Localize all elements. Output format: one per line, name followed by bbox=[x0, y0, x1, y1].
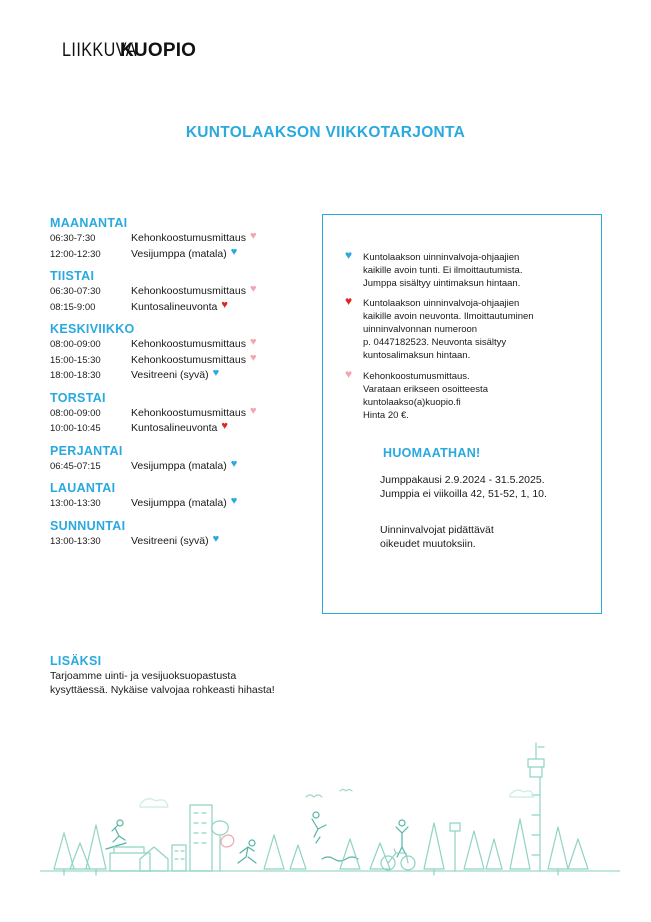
time-slot: 06:30-7:30 bbox=[50, 233, 96, 244]
info-box bbox=[322, 214, 602, 614]
schedule-row bbox=[50, 231, 310, 247]
runner-icon bbox=[238, 847, 256, 863]
pink-heart-icon: ♥ bbox=[249, 230, 257, 242]
activity-name: Kuntosalineuvonta bbox=[131, 300, 218, 313]
legend-line: Kehonkoostumusmittaus. bbox=[363, 371, 470, 382]
day-block bbox=[50, 321, 310, 384]
legend-line: kaikille avoin neuvonta. Ilmoittautuminen bbox=[363, 311, 534, 322]
activity-name: Kehonkoostumusmittaus bbox=[131, 353, 246, 366]
blue-heart-icon: ♥ bbox=[230, 245, 238, 258]
day-block bbox=[50, 390, 310, 437]
heart-tree-icon bbox=[221, 835, 234, 847]
schedule-row bbox=[50, 421, 310, 437]
legend-line: Kuntolaakson uinninvalvoja-ohjaajien bbox=[363, 298, 520, 309]
time-slot: 15:00-15:30 bbox=[50, 354, 101, 366]
skier-icon bbox=[106, 825, 126, 849]
legend-line: Varataan erikseen osoitteesta bbox=[363, 384, 488, 395]
pink-heart-icon: ♥ bbox=[249, 351, 257, 364]
blue-heart-icon: ♥ bbox=[230, 457, 238, 470]
schedule-row bbox=[50, 337, 310, 353]
legend-blue bbox=[345, 248, 593, 290]
tree-icon bbox=[548, 827, 568, 875]
activity-name: Vesitreeni (syvä) bbox=[131, 369, 209, 381]
tower-building-icon bbox=[190, 805, 212, 871]
activity-name: Kehonkoostumusmittaus bbox=[131, 338, 246, 350]
swimmer-icon bbox=[322, 857, 358, 861]
day-block bbox=[50, 480, 310, 512]
blue-heart-icon: ♥ bbox=[230, 495, 238, 507]
day-block bbox=[50, 518, 310, 550]
legend-line: kuntolaakso(a)kuopio.fi bbox=[363, 397, 461, 408]
blue-heart-icon: ♥ bbox=[212, 367, 220, 379]
tree-icon bbox=[340, 839, 360, 869]
note-title: HUOMAATHAN! bbox=[383, 446, 481, 460]
activity-name: Kuntosalineuvonta bbox=[131, 422, 218, 434]
legend-line: p. 0447182523. Neuvonta sisältyy bbox=[363, 337, 507, 348]
logo-text-bold: KUOPIO bbox=[120, 40, 197, 61]
schedule-row bbox=[50, 496, 310, 512]
time-slot: 08:00-09:00 bbox=[50, 339, 101, 350]
time-slot: 12:00-12:30 bbox=[50, 248, 101, 260]
legend-line: Kuntolaakson uinninvalvoja-ohjaajien bbox=[363, 252, 520, 263]
cloud-icon bbox=[140, 799, 168, 807]
day-block bbox=[50, 268, 310, 315]
day-name: TORSTAI bbox=[50, 390, 106, 405]
activity-name: Vesijumppa (matala) bbox=[131, 497, 227, 509]
legend-line: Hinta 20 €. bbox=[363, 410, 409, 421]
pink-heart-icon: ♥ bbox=[249, 283, 257, 295]
time-slot: 08:00-09:00 bbox=[50, 407, 101, 419]
day-name: SUNNUNTAI bbox=[50, 518, 126, 533]
activity-name: Kehonkoostumusmittaus bbox=[131, 232, 246, 244]
day-name: MAANANTAI bbox=[50, 216, 128, 230]
schedule-row bbox=[50, 353, 310, 369]
liikkuva-kuopio-logo bbox=[62, 40, 196, 62]
legend-red bbox=[345, 294, 593, 362]
time-slot: 06:30-07:30 bbox=[50, 286, 101, 297]
red-heart-icon: ♥ bbox=[221, 298, 228, 311]
time-slot: 13:00-13:30 bbox=[50, 535, 101, 547]
day-name: PERJANTAI bbox=[50, 443, 123, 458]
schedule-row bbox=[50, 459, 310, 475]
extra-title: LISÄKSI bbox=[50, 654, 102, 668]
schedule-row bbox=[50, 284, 310, 300]
note-line: Jumppia ei viikoilla 42, 51-52, 1, 10. bbox=[380, 488, 547, 500]
observation-tower-icon bbox=[528, 743, 544, 871]
lamp-icon bbox=[450, 823, 460, 871]
activity-name: Vesitreeni (syvä) bbox=[131, 534, 209, 547]
schedule-row bbox=[50, 368, 310, 384]
tree-icon bbox=[264, 835, 284, 869]
schedule-row bbox=[50, 247, 310, 263]
extra-section bbox=[50, 654, 350, 697]
season-note bbox=[380, 473, 547, 501]
building-icon bbox=[110, 847, 150, 871]
pink-heart-icon: ♥ bbox=[345, 367, 353, 381]
legend-line: uinninvalvonnan numeroon bbox=[363, 324, 478, 335]
pink-heart-icon: ♥ bbox=[249, 404, 257, 417]
activity-name: Kehonkoostumusmittaus bbox=[131, 406, 246, 419]
city-skyline-illustration bbox=[40, 735, 620, 880]
legend-line: kuntosalimaksun hintaan. bbox=[363, 350, 471, 361]
schedule-row bbox=[50, 300, 310, 316]
schedule-row bbox=[50, 406, 310, 422]
tree-icon bbox=[568, 839, 588, 869]
schedule-row bbox=[50, 534, 310, 550]
tree-icon bbox=[510, 819, 530, 869]
day-name: KESKIVIIKKO bbox=[50, 322, 135, 336]
day-block bbox=[50, 215, 310, 262]
time-slot: 10:00-10:45 bbox=[50, 423, 101, 434]
activity-name: Kehonkoostumusmittaus bbox=[131, 285, 246, 297]
page-title: KUNTOLAAKSON VIIKKOTARJONTA bbox=[185, 124, 466, 141]
red-heart-icon: ♥ bbox=[345, 294, 353, 308]
blue-heart-icon: ♥ bbox=[345, 248, 353, 262]
pink-heart-icon: ♥ bbox=[249, 336, 257, 348]
cloud-icon bbox=[510, 790, 534, 797]
climber-icon bbox=[312, 819, 326, 843]
tree-icon bbox=[464, 831, 484, 869]
note-line: Jumppakausi 2.9.2024 - 31.5.2025. bbox=[380, 474, 545, 486]
rights-note bbox=[380, 523, 494, 551]
time-slot: 08:15-9:00 bbox=[50, 301, 96, 313]
extra-line: kysyttäessä. Nykäise valvojaa rohkeasti hihasta! bbox=[50, 684, 275, 696]
activity-name: Vesijumppa (matala) bbox=[131, 459, 227, 472]
time-slot: 13:00-13:30 bbox=[50, 498, 101, 509]
bird-icon bbox=[306, 790, 352, 798]
legend-line: Jumppa sisältyy uintimaksun hintaan. bbox=[363, 278, 521, 289]
tree-icon bbox=[424, 823, 444, 875]
time-slot: 06:45-07:15 bbox=[50, 460, 101, 472]
tree-icon bbox=[290, 845, 306, 869]
logo-text-thin: LIIKKUVA bbox=[62, 40, 137, 61]
red-heart-icon: ♥ bbox=[221, 420, 228, 432]
day-block bbox=[50, 443, 310, 475]
day-name: LAUANTAI bbox=[50, 481, 116, 495]
legend-line: kaikille avoin tunti. Ei ilmoittautumista. bbox=[363, 265, 523, 276]
note-line: Uinninvalvojat pidättävät bbox=[380, 524, 494, 536]
weekly-schedule bbox=[50, 215, 310, 555]
tree-icon bbox=[212, 821, 229, 871]
time-slot: 18:00-18:30 bbox=[50, 370, 101, 381]
legend-pink bbox=[345, 367, 593, 422]
building-icon bbox=[172, 845, 186, 871]
activity-name: Vesijumppa (matala) bbox=[131, 247, 227, 260]
tree-icon bbox=[486, 839, 502, 869]
extra-line: Tarjoamme uinti- ja vesijuoksuopastusta bbox=[50, 670, 237, 682]
note-line: oikeudet muutoksiin. bbox=[380, 538, 476, 550]
blue-heart-icon: ♥ bbox=[212, 532, 220, 545]
day-name: TIISTAI bbox=[50, 269, 95, 283]
